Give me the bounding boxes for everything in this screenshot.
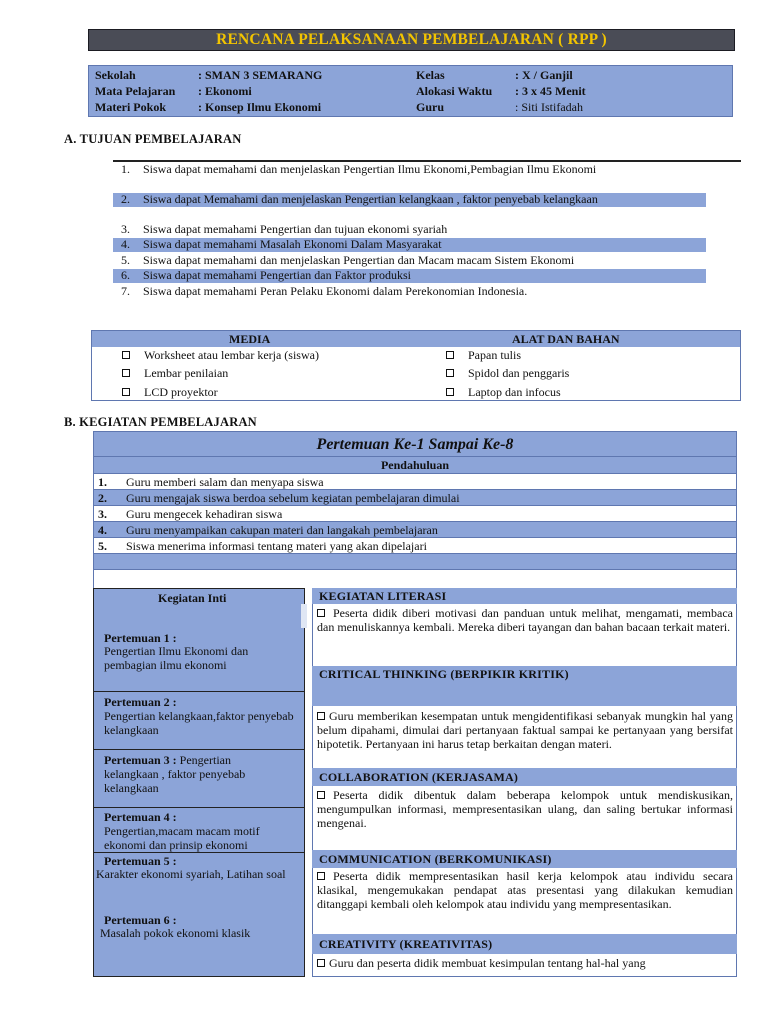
pertemuan-heading bbox=[104, 753, 231, 767]
pendahuluan-item bbox=[93, 473, 737, 489]
pendahuluan-text: Guru mengajak siswa berdoa sebelum kegiatan pembelajaran dimulai bbox=[126, 491, 460, 505]
pertemuan-desc-inline: Pengertian bbox=[176, 753, 231, 767]
activity-header: CRITICAL THINKING (BERPIKIR KRITIK) bbox=[312, 666, 737, 706]
activity-text-content: Guru dan peserta didik membuat kesimpulan tentang hal-hal yang bbox=[329, 956, 646, 970]
pertemuan-label: Pertemuan 5 : bbox=[104, 854, 177, 868]
info-key: Kelas bbox=[416, 68, 445, 82]
info-key: Alokasi Waktu bbox=[416, 84, 493, 98]
pertemuan-desc: Pengertian Ilmu Ekonomi dan pembagian ilmu ekonomi bbox=[104, 644, 249, 672]
activity-body bbox=[312, 954, 737, 977]
kegiatan-inti-column bbox=[93, 588, 305, 977]
activity-text bbox=[317, 606, 733, 634]
alat-item-label: Spidol dan penggaris bbox=[468, 366, 570, 380]
objective-item bbox=[113, 193, 706, 207]
media-table-header bbox=[92, 331, 740, 347]
pendahuluan-number: 4. bbox=[98, 523, 107, 537]
spacer-row bbox=[93, 553, 737, 569]
pendahuluan-text: Guru menyampaikan cakupan materi dan langakah pembelajaran bbox=[126, 523, 438, 537]
alat-item bbox=[446, 366, 569, 380]
activity-text-content: Guru memberikan kesempatan untuk mengidentifikasi sebanyak mungkin hal yang belum dipahami, dimulai dari pertanyaan faktual sampai ke pertanyaan yang bersifat hipotetik. Pertanyaan ini harus tetap berkaitan dengan materi. bbox=[317, 709, 733, 751]
pertemuan-desc: Karakter ekonomi syariah, Latihan soal bbox=[96, 867, 286, 881]
info-value: : SMAN 3 SEMARANG bbox=[198, 68, 323, 82]
pertemuan-label: Pertemuan 3 : bbox=[104, 753, 177, 767]
objective-text: Siswa dapat memahami dan menjelaskan Pengertian Ilmu Ekonomi,Pembagian Ilmu Ekonomi bbox=[143, 162, 597, 176]
pendahuluan-header: Pendahuluan bbox=[93, 457, 737, 473]
objective-item bbox=[113, 238, 706, 252]
objective-text: Siswa dapat memahami Pengertian dan Faktor produksi bbox=[143, 268, 411, 282]
objective-item bbox=[113, 254, 706, 268]
alat-item bbox=[446, 385, 561, 399]
media-item-label: Lembar penilaian bbox=[144, 366, 229, 380]
pertemuan-box bbox=[94, 589, 304, 692]
objective-item bbox=[113, 269, 706, 283]
document-title: RENCANA PELAKSANAAN PEMBELAJARAN ( RPP ) bbox=[88, 29, 735, 51]
pendahuluan-number: 5. bbox=[98, 539, 107, 553]
kegiatan-inti-label: Kegiatan Inti bbox=[158, 591, 227, 605]
pertemuan-label: Pertemuan 4 : bbox=[104, 810, 177, 824]
activity-text-content: Peserta didik diberi motivasi dan panduan untuk melihat, mengamati, membaca dan menuliskannya kembali. Mereka diberi tayangan dan bahan bacaan terkait materi. bbox=[317, 606, 733, 634]
checkbox-icon bbox=[122, 351, 130, 359]
alat-header: ALAT DAN BAHAN bbox=[512, 332, 620, 346]
objective-text: Siswa dapat Memahami dan menjelaskan Pengertian kelangkaan , faktor penyebab kelangkaan bbox=[143, 192, 598, 206]
pertemuan-desc: Pengertian,macam macam motif ekonomi dan prinsip ekonomi bbox=[104, 824, 260, 852]
objective-number: 2. bbox=[121, 192, 130, 206]
section-b-title: B. KEGIATAN PEMBELAJARAN bbox=[64, 415, 257, 429]
section-a-title: A. TUJUAN PEMBELAJARAN bbox=[64, 132, 242, 146]
objective-number: 5. bbox=[121, 253, 130, 267]
objective-number: 1. bbox=[121, 162, 130, 176]
pendahuluan-text: Siswa menerima informasi tentang materi yang akan dipelajari bbox=[126, 539, 427, 553]
checkbox-icon bbox=[317, 609, 325, 617]
pertemuan-label: Pertemuan 1 : bbox=[104, 631, 177, 645]
checkbox-icon bbox=[446, 369, 454, 377]
media-item bbox=[122, 348, 319, 362]
pertemuan-box bbox=[94, 692, 304, 750]
activity-body bbox=[312, 604, 737, 666]
info-table bbox=[88, 65, 733, 117]
media-item bbox=[122, 385, 218, 399]
activity-text bbox=[317, 709, 733, 751]
pendahuluan-text: Guru mengecek kehadiran siswa bbox=[126, 507, 283, 521]
pendahuluan-number: 2. bbox=[98, 491, 107, 505]
pertemuan-desc: Masalah pokok ekonomi klasik bbox=[100, 926, 251, 940]
checkbox-icon bbox=[317, 712, 325, 720]
checkbox-icon bbox=[446, 351, 454, 359]
checkbox-icon bbox=[122, 388, 130, 396]
column-gap bbox=[301, 604, 307, 628]
pertemuan-box bbox=[94, 853, 304, 977]
info-key: Materi Pokok bbox=[95, 100, 166, 114]
pertemuan-desc: kelangkaan , faktor penyebab kelangkaan bbox=[104, 767, 246, 795]
objective-item bbox=[113, 285, 706, 299]
activity-text-content: Peserta didik mempresentasikan hasil kerja kelompok atau individu secara klasikal, mengemukakan pendapat atas presentasi yang dilakukan kemudian ditanggapi kembali oleh kelompok atau individu yang mempresentasikan. bbox=[317, 869, 733, 911]
alat-item-label: Laptop dan infocus bbox=[468, 385, 561, 399]
media-table bbox=[91, 330, 741, 401]
alat-item-label: Papan tulis bbox=[468, 348, 521, 362]
objective-item bbox=[113, 163, 706, 177]
pertemuan-desc: Pengertian kelangkaan,faktor penyebab kelangkaan bbox=[104, 709, 294, 737]
info-value: : Konsep Ilmu Ekonomi bbox=[198, 100, 322, 114]
checkbox-icon bbox=[317, 959, 325, 967]
objective-number: 7. bbox=[121, 284, 130, 298]
alat-item bbox=[446, 348, 521, 362]
objective-text: Siswa dapat memahami Pengertian dan tujuan ekonomi syariah bbox=[143, 222, 448, 236]
pendahuluan-item bbox=[93, 537, 737, 553]
pertemuan-box bbox=[94, 808, 304, 853]
pertemuan-box bbox=[94, 750, 304, 808]
pendahuluan-item bbox=[93, 521, 737, 537]
checkbox-icon bbox=[122, 369, 130, 377]
activity-header: COLLABORATION (KERJASAMA) bbox=[312, 768, 737, 786]
info-row bbox=[89, 99, 732, 116]
pertemuan-title: Pertemuan Ke-1 Sampai Ke-8 bbox=[93, 431, 737, 457]
media-item-label: LCD proyektor bbox=[144, 385, 218, 399]
activity-text bbox=[317, 956, 733, 970]
activity-body bbox=[312, 786, 737, 850]
objective-number: 6. bbox=[121, 268, 130, 282]
media-item bbox=[122, 366, 228, 380]
info-key: Mata Pelajaran bbox=[95, 84, 176, 98]
spacer-row bbox=[93, 569, 737, 588]
pertemuan-label: Pertemuan 2 : bbox=[104, 695, 177, 709]
pendahuluan-text: Guru memberi salam dan menyapa siswa bbox=[126, 475, 324, 489]
objective-text: Siswa dapat memahami Peran Pelaku Ekonomi dalam Perekonomian Indonesia. bbox=[143, 284, 528, 298]
info-value: : 3 x 45 Menit bbox=[515, 84, 586, 98]
checkbox-icon bbox=[446, 388, 454, 396]
activity-body bbox=[312, 868, 737, 934]
media-header: MEDIA bbox=[229, 332, 271, 346]
pendahuluan-item bbox=[93, 505, 737, 521]
activity-text bbox=[317, 788, 733, 830]
activity-text-content: Peserta didik dibentuk dalam beberapa kelompok untuk mendiskusikan, mengumpulkan informasi, mempresentasikan ulang, dan saling bertukar informasi mengenai. bbox=[317, 788, 733, 830]
info-value: : Ekonomi bbox=[198, 84, 252, 98]
activity-text bbox=[317, 869, 733, 911]
activity-header: KEGIATAN LITERASI bbox=[312, 588, 737, 604]
info-key: Guru bbox=[416, 100, 445, 114]
checkbox-icon bbox=[317, 791, 325, 799]
pendahuluan-number: 3. bbox=[98, 507, 107, 521]
media-item-label: Worksheet atau lembar kerja (siswa) bbox=[144, 348, 319, 362]
info-value: : X / Ganjil bbox=[515, 68, 573, 82]
objective-text: Siswa dapat memahami Masalah Ekonomi Dalam Masyarakat bbox=[143, 237, 442, 251]
info-key: Sekolah bbox=[95, 68, 136, 82]
objective-number: 4. bbox=[121, 237, 130, 251]
info-row bbox=[89, 67, 732, 84]
pendahuluan-number: 1. bbox=[98, 475, 107, 489]
activity-header: COMMUNICATION (BERKOMUNIKASI) bbox=[312, 850, 737, 868]
pertemuan-label: Pertemuan 6 : bbox=[104, 913, 177, 927]
pendahuluan-item bbox=[93, 489, 737, 505]
activity-header: CREATIVITY (KREATIVITAS) bbox=[312, 934, 737, 954]
checkbox-icon bbox=[317, 872, 325, 880]
info-value: : Siti Istifadah bbox=[515, 100, 583, 114]
info-row bbox=[89, 83, 732, 100]
activity-body bbox=[312, 706, 737, 768]
objective-number: 3. bbox=[121, 222, 130, 236]
objective-item bbox=[113, 223, 706, 237]
objective-text: Siswa dapat memahami dan menjelaskan Pengertian dan Macam macam Sistem Ekonomi bbox=[143, 253, 575, 267]
